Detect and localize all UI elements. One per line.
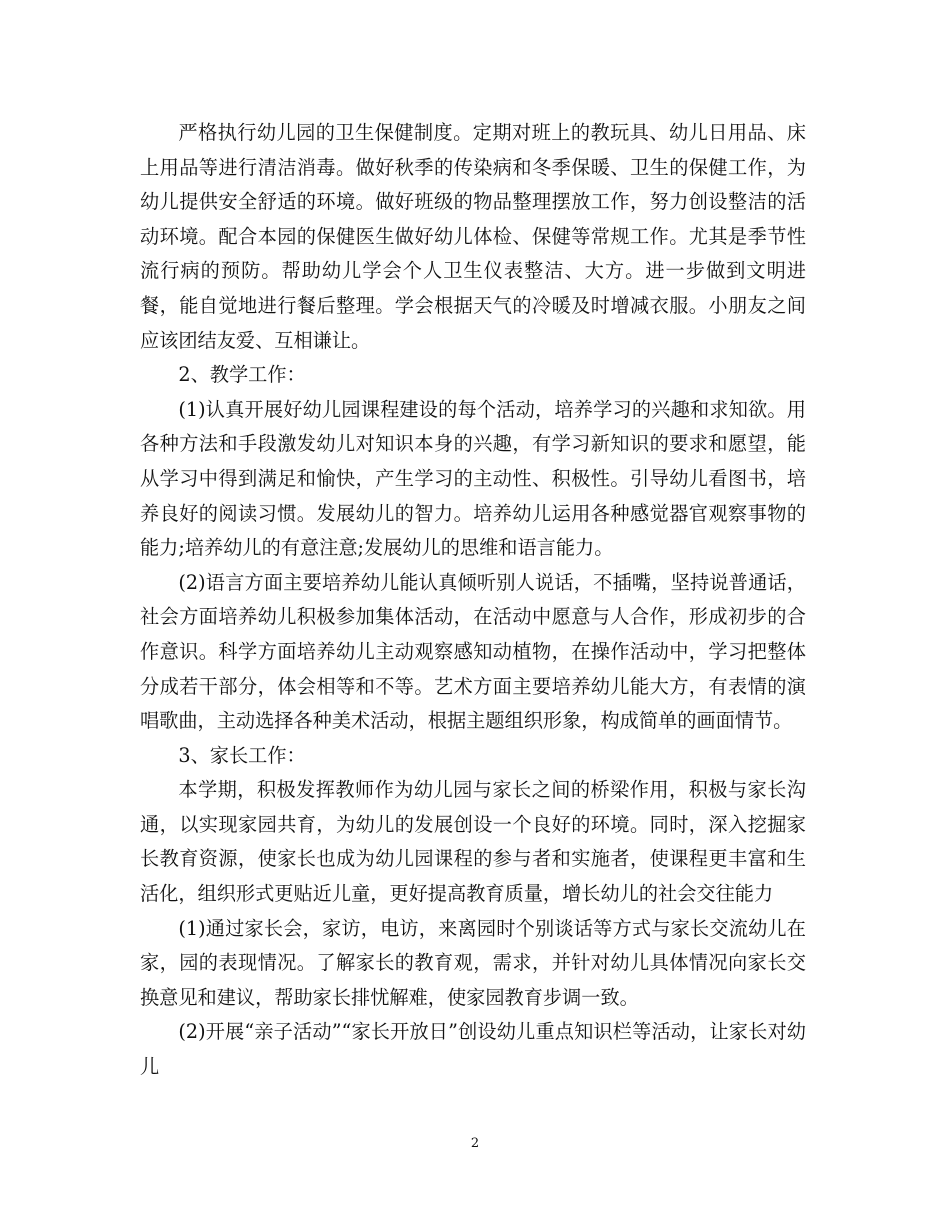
paragraph-parent-1: (1)通过家长会，家访，电访，来离园时个别谈话等方式与家长交流幼儿在家，园的表现情况。了解家长的教育观，需求，并针对幼儿具体情况向家长交换意见和建议，帮助家长排忧解难，使家园教育步调一致。 [140, 916, 806, 1009]
paragraph-parent-intro: 本学期，积极发挥教师作为幼儿园与家长之间的桥梁作用，积极与家长沟通，以实现家园共育，为幼儿的发展创设一个良好的环境。同时，深入挖掘家长教育资源，使家长也成为幼儿园课程的参与者和实施者，使课程更丰富和生活化，组织形式更贴近儿童，更好提高教育质量，增长幼儿的社会交往能力 [140, 778, 806, 906]
heading-parent-work: 3、家长工作： [178, 743, 306, 767]
paragraph-teaching-1: (1)认真开展好幼儿园课程建设的每个活动，培养学习的兴趣和求知欲。用各种方法和手段激发幼儿对知识本身的兴趣，有学习新知识的要求和愿望，能从学习中得到满足和愉快，产生学习的主动性、积极性。引导幼儿看图书，培养良好的阅读习惯。发展幼儿的智力。培养幼儿运用各种感觉器官观察事物的能力;培养幼儿的有意注意;发展幼儿的思维和语言能力。 [140, 397, 806, 560]
document-body [140, 116, 806, 1085]
heading-teaching-work: 2、教学工作： [178, 363, 306, 387]
paragraph-hygiene: 严格执行幼儿园的卫生保健制度。定期对班上的教玩具、幼儿日用品、床上用品等进行清洁消毒。做好秋季的传染病和冬季保暖、卫生的保健工作，为幼儿提供安全舒适的环境。做好班级的物品整理摆放工作，努力创设整洁的活动环境。配合本园的保健医生做好幼儿体检、保健等常规工作。尤其是季节性流行病的预防。帮助幼儿学会个人卫生仪表整洁、大方。进一步做到文明进餐，能自觉地进行餐后整理。学会根据天气的冷暖及时增减衣服。小朋友之间应该团结友爱、互相谦让。 [140, 121, 806, 352]
paragraph-teaching-2: (2)语言方面主要培养幼儿能认真倾听别人说话，不插嘴，坚持说普通话，社会方面培养幼儿积极参加集体活动，在活动中愿意与人合作，形成初步的合作意识。科学方面培养幼儿主动观察感知动植物，在操作活动中，学习把整体分成若干部分，体会相等和不等。艺术方面主要培养幼儿能大方，有表情的演唱歌曲，主动选择各种美术活动，根据主题组织形象，构成简单的画面情节。 [140, 570, 806, 733]
page-number: 2 [470, 1136, 480, 1151]
paragraph-parent-2: (2)开展“亲子活动”“家长开放日”创设幼儿重点知识栏等活动，让家长对幼儿 [140, 1020, 806, 1079]
